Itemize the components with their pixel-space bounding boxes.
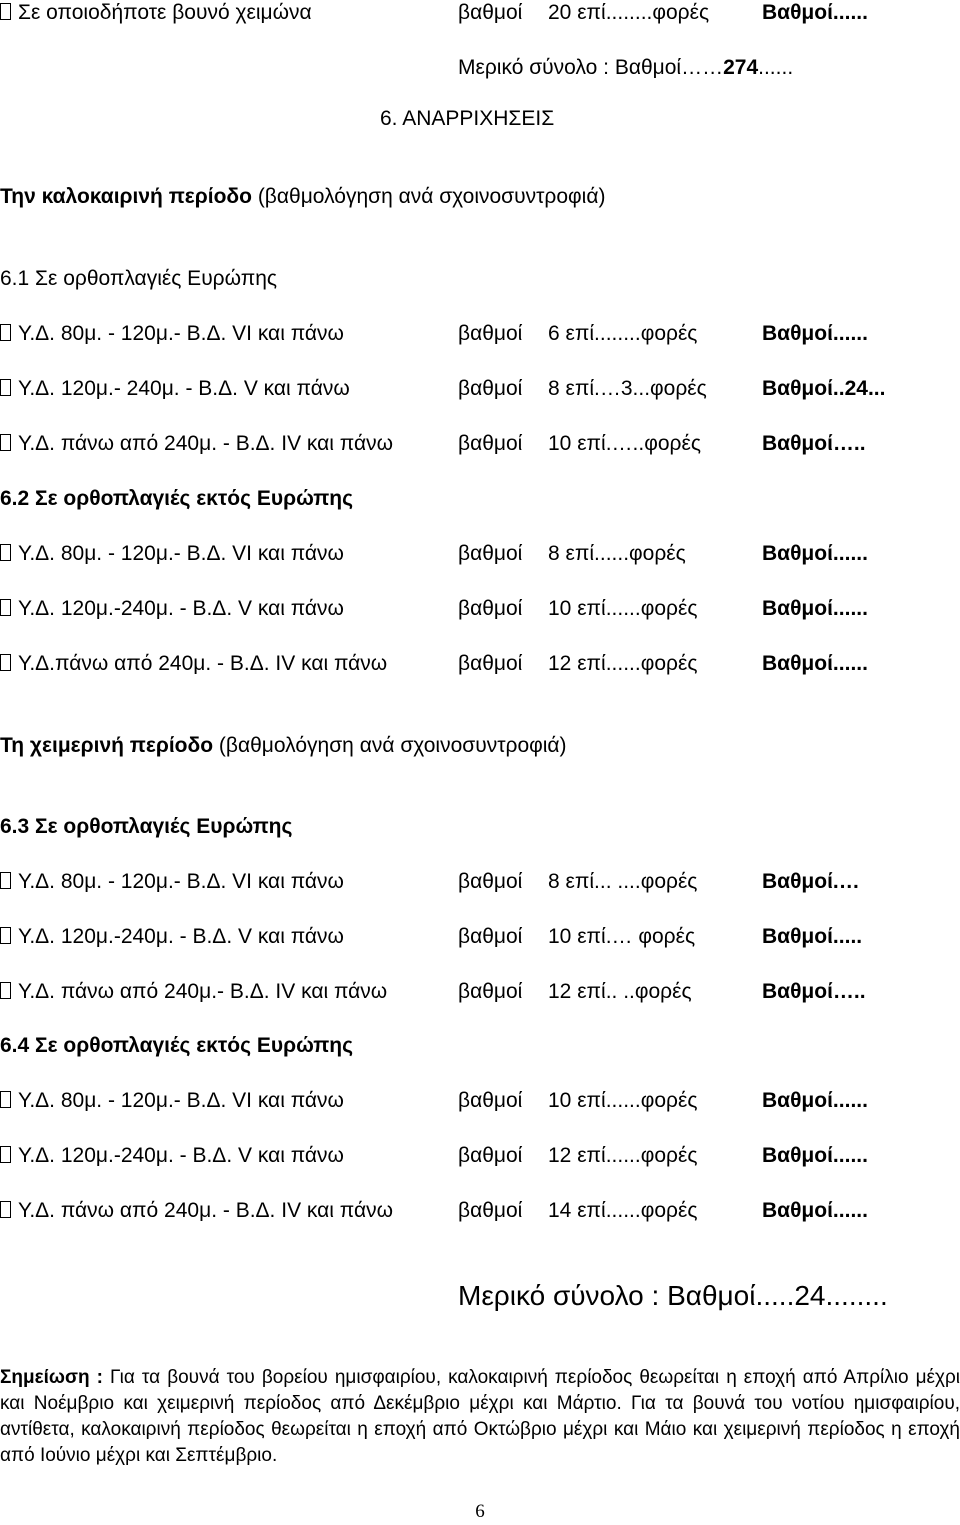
list-item xyxy=(0,543,960,567)
item-multiplier: 8 επί......φορές xyxy=(548,542,686,565)
item-description: Υ.Δ. 120μ.-240μ. - Β.Δ. V και πάνω xyxy=(18,597,344,620)
checkbox-icon xyxy=(0,324,11,341)
item-unit: βαθμοί xyxy=(458,1089,523,1112)
item-points: Βαθμοί...... xyxy=(762,322,868,345)
subsection-title: 6.4 Σε ορθοπλαγιές εκτός Ευρώπης xyxy=(0,1034,354,1057)
subtotal-total: Μερικό σύνολο : Βαθμοί.....24........ xyxy=(458,1280,888,1311)
checkbox-icon xyxy=(0,1091,11,1108)
checkbox-icon xyxy=(0,379,11,396)
item-unit: βαθμοί xyxy=(458,432,523,455)
item-unit: βαθμοί xyxy=(458,925,523,948)
item-description: Υ.Δ. 120μ.- 240μ. - Β.Δ. V και πάνω xyxy=(18,377,350,400)
note-paragraph xyxy=(0,1365,960,1469)
item-multiplier: 8 επί.…3...φορές xyxy=(548,377,707,400)
checkbox-icon xyxy=(0,434,11,451)
item-points: Βαθμοί..24... xyxy=(762,377,886,400)
item-multiplier: 14 επί......φορές xyxy=(548,1199,698,1222)
winter-heading-rest: (βαθμολόγηση ανά σχοινοσυντροφιά) xyxy=(213,734,567,757)
checkbox-icon xyxy=(0,872,11,889)
section-title: 6. ΑΝΑΡΡΙΧΗΣΕΙΣ xyxy=(380,107,555,130)
checkbox-icon xyxy=(0,3,11,20)
item-multiplier: 10 επί......φορές xyxy=(548,597,698,620)
item-description: Υ.Δ. 80μ. - 120μ.- Β.Δ. VI και πάνω xyxy=(18,542,344,565)
subsection-title: 6.1 Σε ορθοπλαγιές Ευρώπης xyxy=(0,267,278,290)
list-item xyxy=(0,2,960,26)
list-item xyxy=(0,1200,960,1224)
list-item xyxy=(0,1090,960,1114)
list-item xyxy=(0,926,960,950)
subtotal-line xyxy=(458,57,793,78)
item-unit: βαθμοί xyxy=(458,1,523,24)
checkbox-icon xyxy=(0,982,11,999)
item-multiplier: 8 επί... ....φορές xyxy=(548,870,698,893)
checkbox-icon xyxy=(0,1201,11,1218)
summer-heading-bold: Την καλοκαιρινή περίοδο xyxy=(0,185,252,208)
item-points: Βαθμοί.… xyxy=(762,870,860,893)
list-item xyxy=(0,378,960,402)
subtotal-suffix: ...... xyxy=(758,56,794,79)
item-unit: βαθμοί xyxy=(458,1199,523,1222)
item-multiplier: 10 επί.… φορές xyxy=(548,925,696,948)
list-item xyxy=(0,598,960,622)
item-unit: βαθμοί xyxy=(458,597,523,620)
item-multiplier: 10 επί.…..φορές xyxy=(548,432,701,455)
list-item xyxy=(0,981,960,1005)
item-description: Υ.Δ. 80μ. - 120μ.- Β.Δ. VI και πάνω xyxy=(18,1089,344,1112)
item-multiplier: 12 επί......φορές xyxy=(548,1144,698,1167)
item-multiplier: 12 επί......φορές xyxy=(548,652,698,675)
summer-heading xyxy=(0,186,605,207)
item-unit: βαθμοί xyxy=(458,980,523,1003)
item-unit: βαθμοί xyxy=(458,542,523,565)
checkbox-icon xyxy=(0,927,11,944)
subtotal-value: 274 xyxy=(723,56,759,79)
item-description: Υ.Δ. πάνω από 240μ.- Β.Δ. IV και πάνω xyxy=(18,980,388,1003)
item-description: Σε οποιοδήποτε βουνό χειμώνα xyxy=(18,1,312,24)
item-description: Υ.Δ. 80μ. - 120μ.- Β.Δ. VI και πάνω xyxy=(18,322,344,345)
item-description: Υ.Δ.πάνω από 240μ. - Β.Δ. IV και πάνω xyxy=(18,652,388,675)
list-item xyxy=(0,433,960,457)
item-multiplier: 10 επί......φορές xyxy=(548,1089,698,1112)
winter-heading xyxy=(0,735,567,756)
item-description: Υ.Δ. 120μ.-240μ. - Β.Δ. V και πάνω xyxy=(18,1144,344,1167)
list-item xyxy=(0,1145,960,1169)
item-description: Υ.Δ. πάνω από 240μ. - Β.Δ. IV και πάνω xyxy=(18,432,394,455)
note-text: Για τα βουνά του βορείου ημισφαιρίου, καλοκαιρινή περίοδος θεωρείται η εποχή από Απρίλιο μέχρι και Νοέμβριο και χειμερινή περίοδος από Δεκέμβριο μέχρι και Μάρτιο. Για τα βουνά του νοτίου ημισφαιρίου, αντίθετα, καλοκαιρινή περίοδος θεωρείται η εποχή από Οκτώβριο μέχρι και Μάιο και χειμερινή περίοδος η εποχή από Ιούνιο μέχρι και Σεπτέμβριο. xyxy=(0,1367,960,1466)
item-points: Βαθμοί...... xyxy=(762,652,868,675)
item-unit: βαθμοί xyxy=(458,652,523,675)
checkbox-icon xyxy=(0,599,11,616)
item-points: Βαθμοί...... xyxy=(762,1199,868,1222)
item-points: Βαθμοί….. xyxy=(762,980,866,1003)
list-item xyxy=(0,323,960,347)
checkbox-icon xyxy=(0,654,11,671)
item-description: Υ.Δ. 120μ.-240μ. - Β.Δ. V και πάνω xyxy=(18,925,344,948)
item-unit: βαθμοί xyxy=(458,1144,523,1167)
list-item xyxy=(0,653,960,677)
item-multiplier: 12 επί.. ..φορές xyxy=(548,980,692,1003)
item-points: Βαθμοί...... xyxy=(762,1144,868,1167)
item-unit: βαθμοί xyxy=(458,870,523,893)
item-points: Βαθμοί...... xyxy=(762,542,868,565)
checkbox-icon xyxy=(0,1146,11,1163)
item-points: Βαθμοί..... xyxy=(762,925,863,948)
item-multiplier: 6 επί........φορές xyxy=(548,322,698,345)
list-item xyxy=(0,871,960,895)
checkbox-icon xyxy=(0,544,11,561)
item-points: Βαθμοί….. xyxy=(762,432,866,455)
item-points: Βαθμοί...... xyxy=(762,1,868,24)
subsection-title: 6.2 Σε ορθοπλαγιές εκτός Ευρώπης xyxy=(0,487,354,510)
item-unit: βαθμοί xyxy=(458,377,523,400)
item-multiplier: 20 επί........φορές xyxy=(548,1,710,24)
item-unit: βαθμοί xyxy=(458,322,523,345)
item-points: Βαθμοί...... xyxy=(762,597,868,620)
summer-heading-rest: (βαθμολόγηση ανά σχοινοσυντροφιά) xyxy=(251,185,606,208)
note-label: Σημείωση : xyxy=(0,1367,103,1388)
winter-heading-bold: Τη χειμερινή περίοδο xyxy=(0,734,214,757)
item-points: Βαθμοί...... xyxy=(762,1089,868,1112)
subtotal-prefix: Μερικό σύνολο : Βαθμοί…… xyxy=(458,56,724,79)
subsection-title: 6.3 Σε ορθοπλαγιές Ευρώπης xyxy=(0,815,293,838)
page-number: 6 xyxy=(475,1501,485,1522)
item-description: Υ.Δ. πάνω από 240μ. - Β.Δ. IV και πάνω xyxy=(18,1199,394,1222)
item-description: Υ.Δ. 80μ. - 120μ.- Β.Δ. VI και πάνω xyxy=(18,870,344,893)
